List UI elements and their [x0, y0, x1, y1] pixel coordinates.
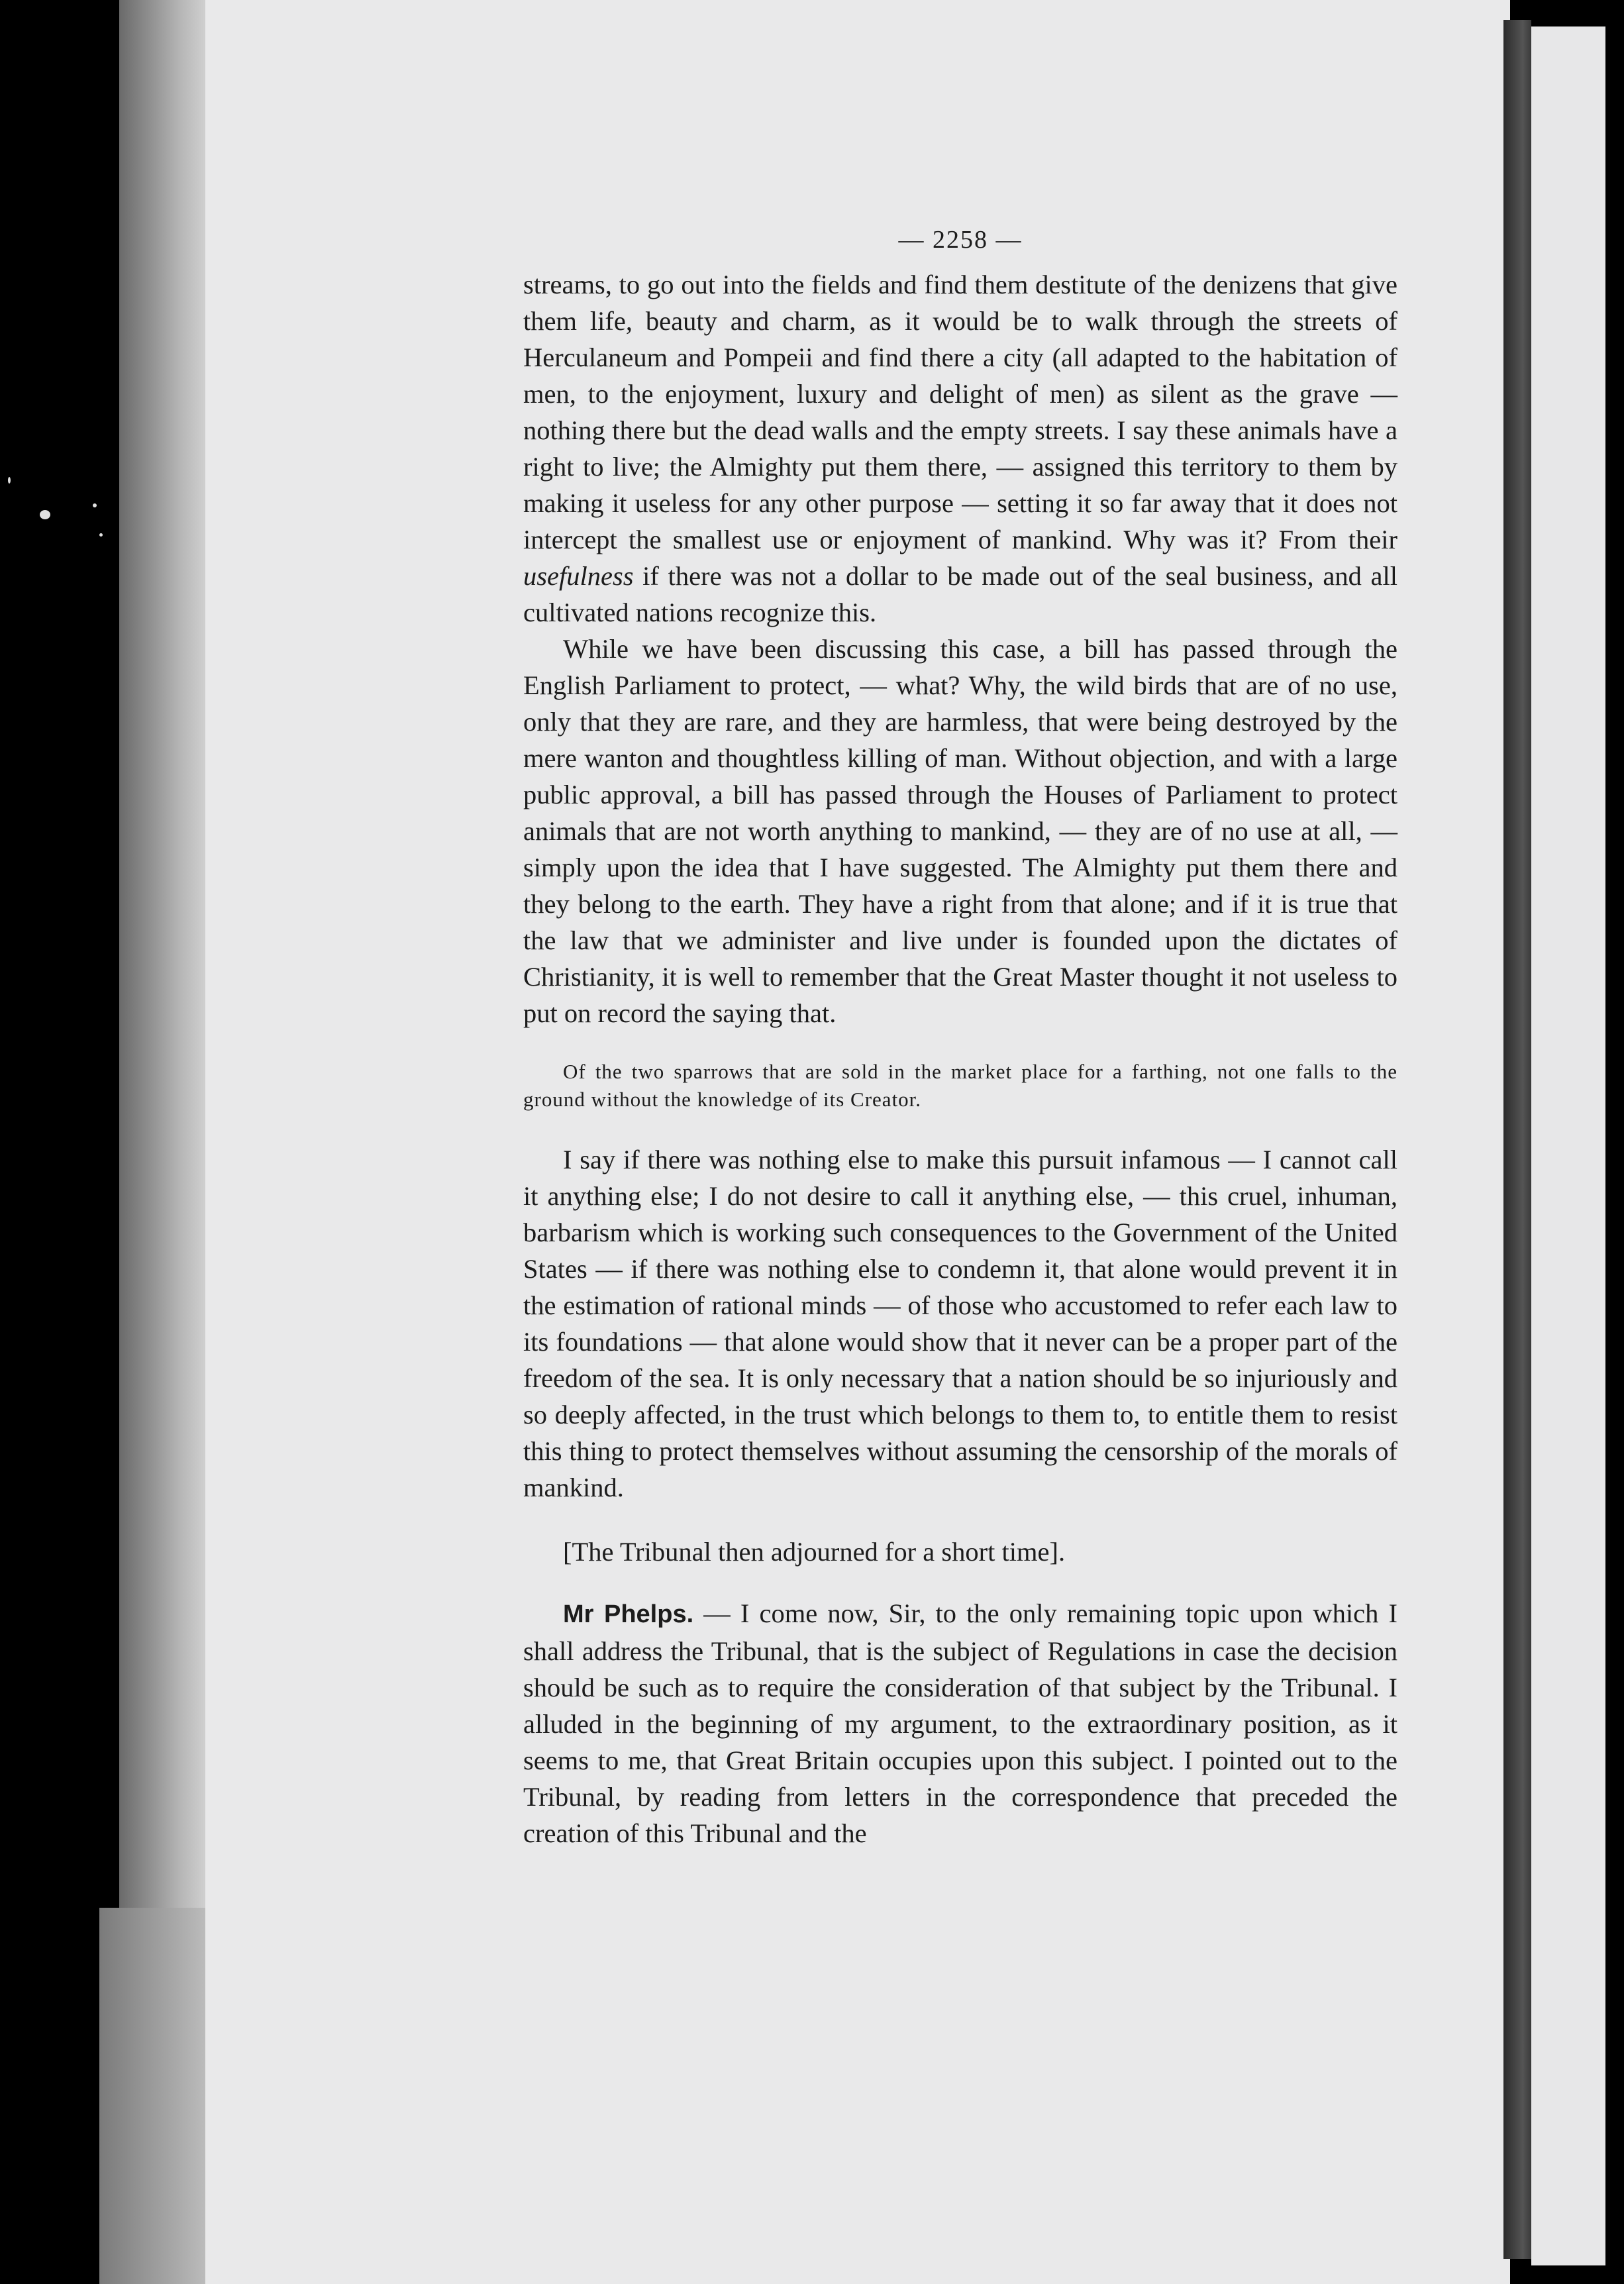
paragraph: I say if there was nothing else to make this pursuit infamous — I cannot call it anything else; I do not desire to call it anything else, — this cruel, inhuman, barbarism which is working such consequences to the Government of the United States — if there was nothing else to condemn it, that alone would prevent it in the estimation of rational minds — of those who accustomed to refer each law to its foundations — that alone would show that it never can be a proper part of the freedom of the sea. It is only necessary that a nation should be so injuriously and so deeply affected, in the trust which belongs to them to, to entitle them to resist this thing to protect themselves without assuming the censorship of the morals of mankind. [523, 1145, 1397, 1502]
block-quote: Of the two sparrows that are sold in the market place for a farthing, not one falls to the ground without the knowledge of its Creator. [523, 1060, 1397, 1111]
speck [99, 533, 103, 537]
paragraph [523, 266, 1397, 631]
speck [93, 503, 97, 507]
paragraph-text: if there was not a dollar to be made out of the seal business, and all cultivated nations recognize this. [523, 561, 1397, 627]
page-number: — 2258 — [898, 226, 1023, 254]
speaker-name: Mr Phelps. [563, 1600, 694, 1628]
book-gutter [1503, 20, 1531, 2259]
paragraph-text: — I come now, Sir, to the only remaining topic upon which I shall address the Tribunal, that is the subject of Regulations in case the decision should be such as to require the consideration of that subject by the Tribunal. I alluded in the beginning of my argument, to the extraordinary position, as it seems to me, that Great Britain occupies upon this subject. I pointed out to the Tribunal, by reading from letters in the correspondence that preceded the creation of this Tribunal and the [523, 1598, 1397, 1848]
speck [40, 510, 50, 519]
document-text [523, 225, 1397, 1851]
paragraph: While we have been discussing this case, a bill has passed through the English Parliament to protect, — what? Why, the wild birds that are of no use, only that they are rare, and they are harmless, that were being destroyed by the mere wanton and thoughtless killing of man. Without objection, and with a large public approval, a bill has passed through the Houses of Parliament to protect animals that are not worth anything to mankind, — they are of no use at all, — simply upon the idea that I have suggested. The Almighty put them there and they belong to the earth. They have a right from that alone; and if it is true that the law that we administer and live under is founded upon the dictates of Christianity, it is well to remember that the Great Master thought it not useless to put on record the saying that. [523, 634, 1397, 1028]
paragraph-text: streams, to go out into the fields and find them destitute of the denizens that give them life, beauty and charm, as it would be to walk through the streets of Herculaneum and Pompeii and find there a city (all adapted to the habitation of men, to the enjoyment, luxury and delight of men) as silent as the grave — nothing there but the dead walls and the empty streets. I say these animals have a right to live; the Almighty put them there, — assigned this territory to them by making it useless for any other purpose — setting it so far away that it does not intercept the smallest use or enjoyment of mankind. Why was it? From their [523, 270, 1397, 554]
paragraph [523, 1595, 1397, 1851]
italic-word: usefulness [523, 561, 634, 591]
facing-page-edge [1531, 26, 1605, 2265]
procedural-note: [The Tribunal then adjourned for a short time]. [563, 1537, 1066, 1567]
speck [8, 477, 11, 484]
